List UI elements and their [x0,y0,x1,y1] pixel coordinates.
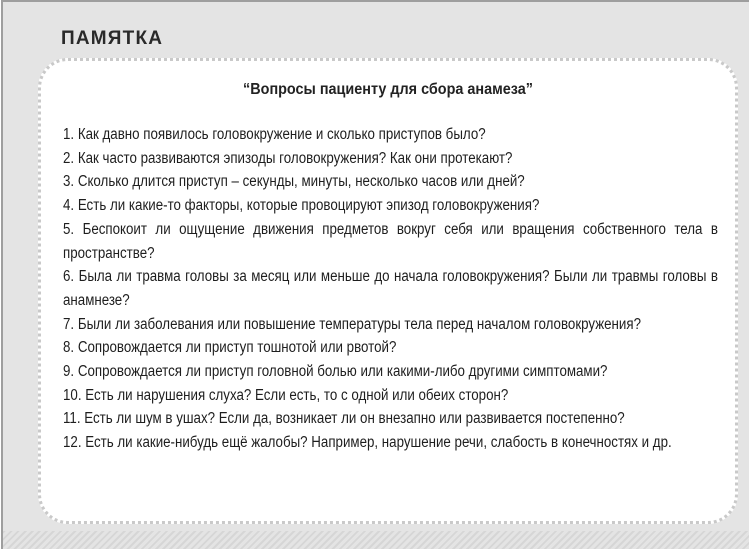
questions-list [63,123,718,455]
question-item: 3. Сколько длится приступ – секунды, минуты, несколько часов или дней? [63,173,525,191]
question-item: 6. Была ли травма головы за месяц или меньше до начала головокружения? Были ли травмы головы в анамнезе? [63,268,718,309]
questions-card [38,58,738,524]
question-item: 2. Как часто развиваются эпизоды головокружения? Как они протекают? [63,149,513,167]
memo-header: ПАМЯТКА [61,28,164,49]
question-item: 12. Есть ли какие-нибудь ещё жалобы? Например, нарушение речи, слабость в конечностях и др. [63,434,672,452]
card-title: “Вопросы пациенту для сбора анамеза” [243,81,533,98]
question-item: 7. Были ли заболевания или повышение температуры тела перед началом головокружения? [63,315,642,333]
question-item: 10. Есть ли нарушения слуха? Если есть, то с одной или обеих сторон? [63,386,509,404]
question-item: 4. Есть ли какие-то факторы, которые провоцируют эпизод головокружения? [63,197,540,215]
question-item: 9. Сопровождается ли приступ головной болью или какими-либо другими симптомами? [63,363,608,381]
question-item: 1. Как давно появилось головокружение и сколько приступов было? [63,126,486,143]
question-item: 5. Беспокоит ли ощущение движения предметов вокруг себя или вращения собственного тела в пространстве? [63,220,718,262]
question-item: 11. Есть ли шум в ушах? Если да, возникает ли он внезапно или развивается постепенно? [63,410,625,428]
question-item: 8. Сопровождается ли приступ тошнотой или рвотой? [63,339,397,357]
